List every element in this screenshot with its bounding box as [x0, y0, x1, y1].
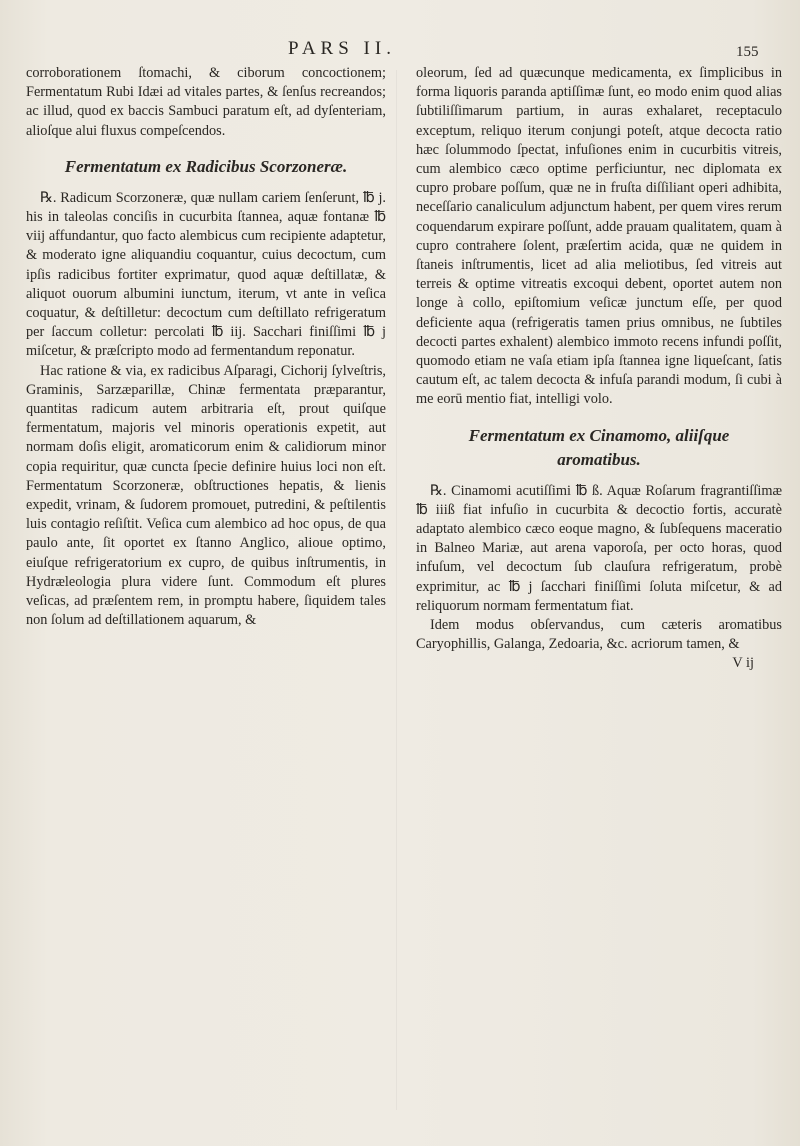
column-gutter — [396, 70, 397, 1110]
page-number: 155 — [736, 44, 759, 60]
left-column — [26, 64, 386, 630]
section-heading-line-1: Fermentatum ex Cinamomo, aliiſque — [468, 425, 730, 445]
signature-mark: V ij — [732, 655, 754, 672]
right-paragraph-3: Idem modus obſervandus, cum cæteris aromatibus Caryophillis, Galanga, Zedoaria, &c. acriorum tamen, & — [416, 617, 782, 653]
right-column — [416, 64, 782, 674]
running-head — [0, 38, 800, 62]
section-heading-line-2: aromatibus. — [557, 449, 641, 469]
right-paragraph-2: ℞. Cinamomi acutiſſimi ℔ ß. Aquæ Roſarum fragrantiſſimæ ℔ iiiß fiat infuſio in cucurbita & decoctio fortis, accuratè adaptato alembico cæco eoque magno, & ſubſequens maceratio in Balneo Mariæ, aut arena vaporoſa, per octo horas, quod infuſum, vel decoctum ſub clauſura refrigeratum, probè exprimitur, ac ℔ j ſacchari finiſſimi ſoluta miſcetur, & ad reliquorum normam fermentatum fiat. — [416, 482, 782, 614]
running-head-title: PARS II. — [288, 38, 396, 59]
left-paragraph-2: ℞. Radicum Scorzoneræ, quæ nullam cariem ſenſerunt, ℔ j. his in taleolas conciſis in cucurbita ſtannea, aquæ fontanæ ℔ viij affundantur, quo facto alembicus cum recipiente adaptetur, & moderato igne aliquandiu coquantur, cuius decoctum, cum ipſis radicibus fortiter exprimatur, quod aquæ deſtillatæ, & aliquot ouorum albumini iunctum, iterum, vt ante in veſica coquatur, & deſtilletur: decoctum cum deſtillato refrigeratum per ſaccum colletur: percolati ℔ iij. Sacchari finiſſimi ℔ j miſcetur, & præſcripto modo ad fermentandum reponatur. — [26, 189, 386, 360]
left-paragraph-1: corroborationem ſtomachi, & ciborum concoctionem; Fermentatum Rubi Idæi ad vitales partes, & ſenſus recreandos; ac illud, quod ex baccis Sambuci paratum eſt, ad dyſenteriam, alioſque alui fluxus compeſcendos. — [26, 65, 386, 139]
section-heading-cinamomo — [416, 424, 782, 472]
section-heading-scorzonera: Fermentatum ex Radicibus Scorzoneræ. — [64, 156, 348, 176]
right-paragraph-1: oleorum, ſed ad quæcunque medicamenta, ex ſimplicibus in forma liquoris paranda aptiſſimæ ſunt, eo modo enim quod alias ſubtiliſſimarum partium, in auras exhalaret, receptaculo exceptum, reliquo iterum conjungi poteſt, atque decocta ratio hæc ſolummodo ſpectat, infuſiones enim in cucurbitis vitreis, cum alembico cæco optime perficiuntur, nec diplomata ex cupro probare poſſum, quæ ne in fruſta diſſiliant operi adhibita, neceſſario canaliculum adjunctum habent, per quem vires rerum coquendarum expirare poſſunt, adde prauam qualitatem, quam à cupro contrahere ſolent, præſertim acida, quæ ne quidem in ſtaneis inſtrumentis, licet ad alia meliotibus, ſed vitreis aut terreis & optime vitreatis excoqui debent, oportet autem non longe à collo, epiſtomium veſicæ junctum eſſe, per quod deficiente aqua (refrigeratis tamen prius omnibus, ne ſubtiles decocti partes exhalent) alembico immoto recens infundi poſſit, quomodo etiam ne vaſa etiam ipſa ſtannea igne liqueſcant, ſatis cautum eſt, ac talem decocta & infuſa parandi modum, ſi cubi à me eorū mentio fiat, intelligi volo. — [416, 65, 782, 408]
left-paragraph-3: Hac ratione & via, ex radicibus Aſparagi, Cichorij ſylveſtris, Graminis, Sarzæparillæ, Chinæ fermentata præparantur, quantitas radicum autem arbitraria eſt, prout quiſque fermentatum, majoris vel minoris operationis expetit, aut normam doſis eligit, aromaticorum enim & calidiorum minor copia requiritur, quæ cuncta ſpecie definire huius loci non eſt. Fermentatum Scorzoneræ, obſtructiones hepatis, & lienis expedit, vrinam, & ſudorem promouet, putredini, & peſtilentis luis contagio reſiſtit. Veſica cum alembico ad hoc opus, de qua paulo ante, ſit oportet ex ſtanno Anglico, alioue optimo, eiuſque refrigeratorium ex cupro, de quibus inſtrumentis, in Hydræleologia plura videre ſunt. Commodum eſt plures veſicas, ad præſentem rem, in promptu habere, ſiquidem tales non ſolum ad deſtillationem aquarum, & — [26, 362, 386, 629]
